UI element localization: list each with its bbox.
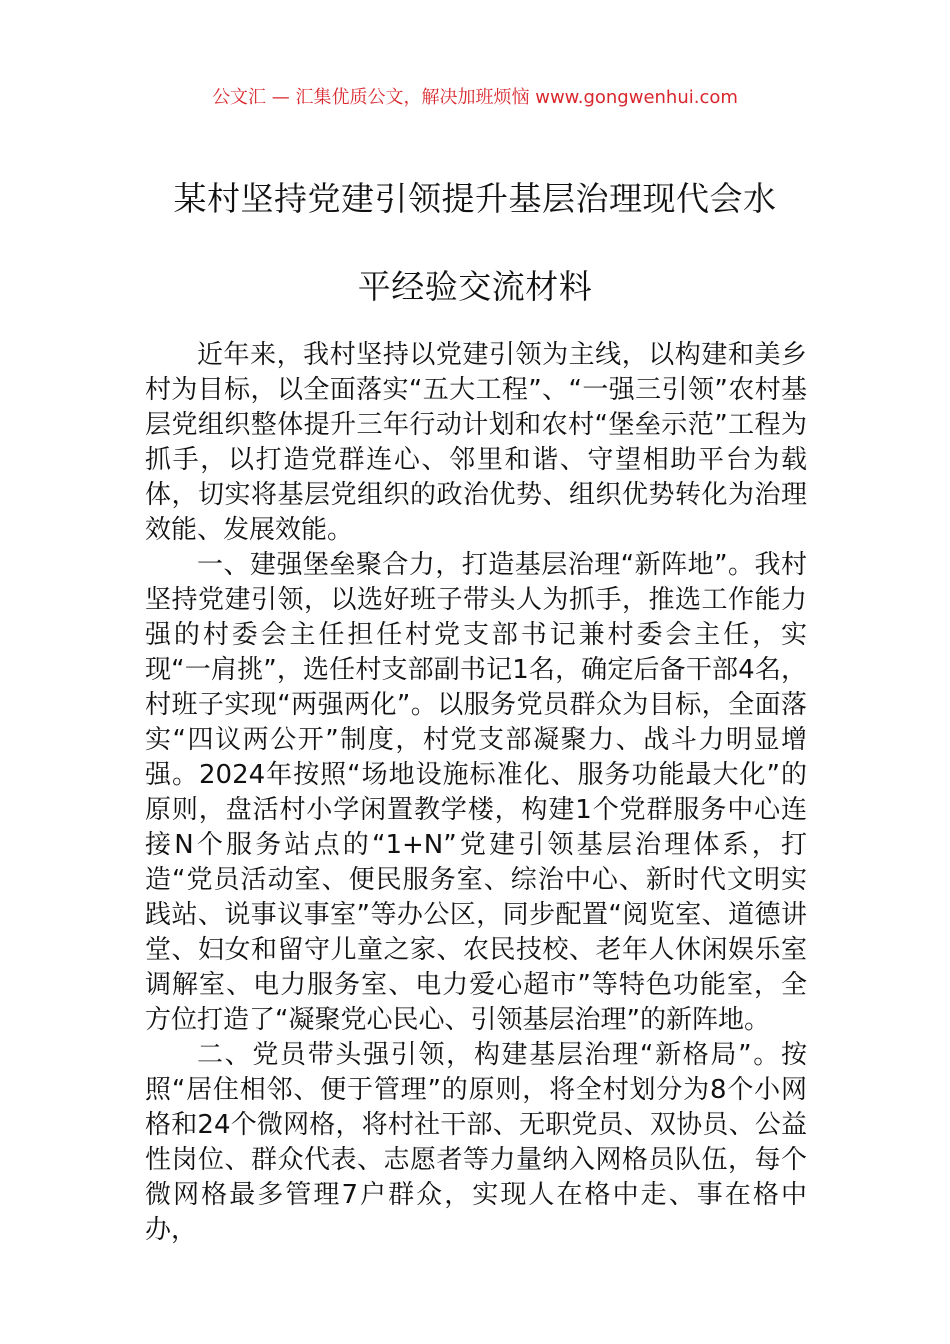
paragraph-text: 我村坚持党建引领，以选好班子带头人为抓手，推选工作能力强的村委会主任担任村党支部书记兼村委会主任，实现“一肩挑”，选任村支部副书记1名，确定后备干部4名，村班子实现“两强两化”。以服务党员群众为目标，全面落实“四议两公开”制度，村党支部凝聚力、战斗力明显增强。2024年按照“场地设施标准化、服务功能最大化”的原则，盘活村小学闲置教学楼，构建1个党群服务中心连接N个服务站点的“1+N”党建引领基层治理体系，打造“党员活动室、便民服务室、综治中心、新时代文明实践站、说事议事室”等办公区，同步配置“阅览室、道德讲堂、妇女和留守儿童之家、农民技校、老年人休闲娱乐室调解室、电力服务室、电力爱心超市”等特色功能室，全方位打造了“凝聚党心民心、引领基层治理”的新阵地。 [145,550,807,1035]
title-line-2: 平经验交流材料 [357,267,593,306]
title-line-1: 某村坚持党建引领提升基层治理现代会水 [173,179,777,218]
paragraph-section-2 [145,1038,807,1248]
paragraph-text: 按照“居住相邻、便于管理”的原则，将全村划分为8个小网格和24个微网格，将村社干部、无职党员、双协员、公益性岗位、群众代表、志愿者等力量纳入网格员队伍，每个微网格最多管理7户群众，实现人在格中走、事在格中办， [145,1040,807,1245]
document-body [145,338,807,1248]
section-heading-2: 二、党员带头强引领，构建基层治理“新格局”。 [197,1040,781,1070]
website-banner: 公文汇 — 汇集优质公文，解决加班烦恼 www.gongwenhui.com [212,87,738,108]
paragraph-intro [145,338,807,548]
document-title [145,155,805,331]
section-heading-1: 一、建强堡垒聚合力，打造基层治理“新阵地”。 [197,550,755,580]
paragraph-section-1 [145,548,807,1038]
paragraph-text: 近年来，我村坚持以党建引领为主线，以构建和美乡村为目标，以全面落实“五大工程”、“一强三引领”农村基层党组织整体提升三年行动计划和农村“堡垒示范”工程为抓手，以打造党群连心、邻里和谐、守望相助平台为载体，切实将基层党组织的政治优势、组织优势转化为治理效能、发展效能。 [145,340,807,545]
